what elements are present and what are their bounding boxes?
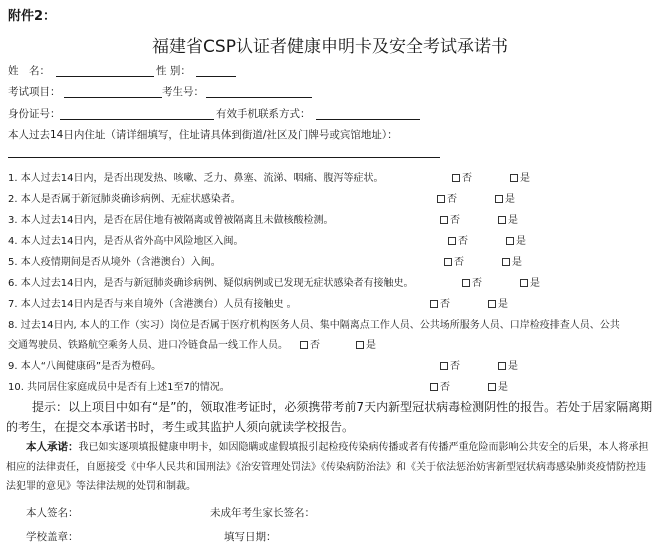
checkbox[interactable] — [520, 279, 528, 287]
notice-tip: 提示：以上项目中如有“是”的，领取准考证时，必须携带考前7天内新型冠状病毒检测阴性的报告。若处于居家隔离期的考生，在提交本承诺书时，考生或其监护人须向就读学校报告。 — [6, 400, 653, 434]
checkbox[interactable] — [437, 195, 445, 203]
q4-no-option[interactable]: 否 — [448, 232, 468, 247]
checkbox[interactable] — [300, 341, 308, 349]
exam-number-label: 考生号： — [162, 86, 204, 98]
checkbox[interactable] — [502, 258, 510, 266]
contact-label: 有效手机联系方式： — [216, 108, 311, 120]
name-field[interactable] — [56, 76, 154, 77]
checkbox[interactable] — [452, 174, 460, 182]
q3-yes-option[interactable]: 是 — [498, 211, 518, 226]
question-7: 7. 本人过去14日内是否与来自境外（含港澳台）人员有接触史 。 — [8, 299, 297, 310]
checkbox[interactable] — [444, 258, 452, 266]
fill-date-label: 填写日期： — [224, 531, 277, 543]
q4-yes-option[interactable]: 是 — [506, 232, 526, 247]
q1-no-option[interactable]: 否 — [452, 169, 472, 184]
q8-yes-option[interactable]: 是 — [356, 336, 376, 351]
checkbox[interactable] — [498, 216, 506, 224]
contact-field[interactable] — [316, 119, 420, 120]
gender-field[interactable] — [196, 76, 236, 77]
checkbox[interactable] — [495, 195, 503, 203]
checkbox[interactable] — [510, 174, 518, 182]
document-title: 福建省CSP认证者健康申明卡及安全考试承诺书 — [152, 37, 508, 57]
question-10: 10. 共同居住家庭成员中是否有上述1至7的情况。 — [8, 382, 230, 393]
checkbox[interactable] — [488, 383, 496, 391]
checkbox[interactable] — [462, 279, 470, 287]
checkbox[interactable] — [430, 300, 438, 308]
q5-no-option[interactable]: 否 — [444, 253, 464, 268]
q6-no-option[interactable]: 否 — [462, 274, 482, 289]
q2-yes-option[interactable]: 是 — [495, 190, 515, 205]
q1-yes-option[interactable]: 是 — [510, 169, 530, 184]
question-2: 2. 本人是否属于新冠肺炎确诊病例、无症状感染者。 — [8, 194, 241, 205]
id-number-label: 身份证号： — [8, 108, 61, 120]
checkbox[interactable] — [488, 300, 496, 308]
q8-no-option[interactable]: 否 — [300, 336, 320, 351]
question-6: 6. 本人过去14日内，是否与新冠肺炎确诊病例、疑似病例或已发现无症状感染者有接触史。 — [8, 278, 414, 289]
q2-no-option[interactable]: 否 — [437, 190, 457, 205]
checkbox[interactable] — [440, 362, 448, 370]
name-label: 姓 名： — [8, 65, 50, 77]
q10-yes-option[interactable]: 是 — [488, 378, 508, 393]
q9-no-option[interactable]: 否 — [440, 357, 460, 372]
checkbox[interactable] — [440, 216, 448, 224]
exam-subject-label: 考试项目： — [8, 86, 61, 98]
exam-subject-field[interactable] — [64, 97, 162, 98]
checkbox[interactable] — [356, 341, 364, 349]
q6-yes-option[interactable]: 是 — [520, 274, 540, 289]
question-1: 1. 本人过去14日内，是否出现发热、咳嗽、乏力、鼻塞、流涕、咽痛、腹泻等症状。 — [8, 173, 384, 184]
checkbox[interactable] — [430, 383, 438, 391]
q5-yes-option[interactable]: 是 — [502, 253, 522, 268]
commitment-text: 我已如实逐项填报健康申明卡，如因隐瞒或虚假填报引起检疫传染病传播或者有传播严重危险而影响公共安全的后果，本人将承担相应的法律责任，自愿接受《中华人民共和国刑法》《治安管理处罚法》《传染病防治法》和《关于依法惩治妨害新型冠状病毒感染肺炎疫情防控违法犯罪的意见》等法律法规的处罚和制裁。 — [6, 442, 649, 492]
self-signature-label: 本人签名： — [26, 507, 79, 519]
commitment-statement — [6, 438, 654, 497]
checkbox[interactable] — [498, 362, 506, 370]
question-3: 3. 本人过去14日内，是否在居住地有被隔离或曾被隔离且未做核酸检测。 — [8, 215, 334, 226]
address-label: 本人过去14日内住址（请详细填写，住址请具体到街道/社区及门牌号或宾馆地址）： — [8, 129, 398, 141]
guardian-signature-label: 未成年考生家长签名： — [210, 507, 315, 519]
exam-number-field[interactable] — [206, 97, 312, 98]
checkbox[interactable] — [448, 237, 456, 245]
q7-no-option[interactable]: 否 — [430, 295, 450, 310]
q10-no-option[interactable]: 否 — [430, 378, 450, 393]
q9-yes-option[interactable]: 是 — [498, 357, 518, 372]
q3-no-option[interactable]: 否 — [440, 211, 460, 226]
checkbox[interactable] — [506, 237, 514, 245]
attachment-label: 附件2： — [8, 9, 57, 24]
question-8: 8. 过去14日内, 本人的工作（实习）岗位是否属于医疗机构医务人员、集中隔离点工作人员、公共场所服务人员、口岸检疫排查人员、公共 — [8, 320, 620, 331]
commitment-label: 本人承诺： — [26, 441, 79, 453]
question-9: 9. 本人“八闽健康码”是否为橙码。 — [8, 361, 162, 372]
id-number-field[interactable] — [60, 119, 214, 120]
question-5: 5. 本人疫情期间是否从境外（含港澳台）入闽。 — [8, 257, 221, 268]
q7-yes-option[interactable]: 是 — [488, 295, 508, 310]
school-seal-label: 学校盖章： — [26, 531, 79, 543]
gender-label: 性 别： — [156, 65, 191, 77]
question-8-continued: 交通驾驶员、铁路航空乘务人员、进口冷链食品一线工作人员。 — [8, 340, 288, 351]
address-field[interactable] — [8, 157, 440, 158]
question-4: 4. 本人过去14日内，是否从省外高中风险地区入闽。 — [8, 236, 244, 247]
